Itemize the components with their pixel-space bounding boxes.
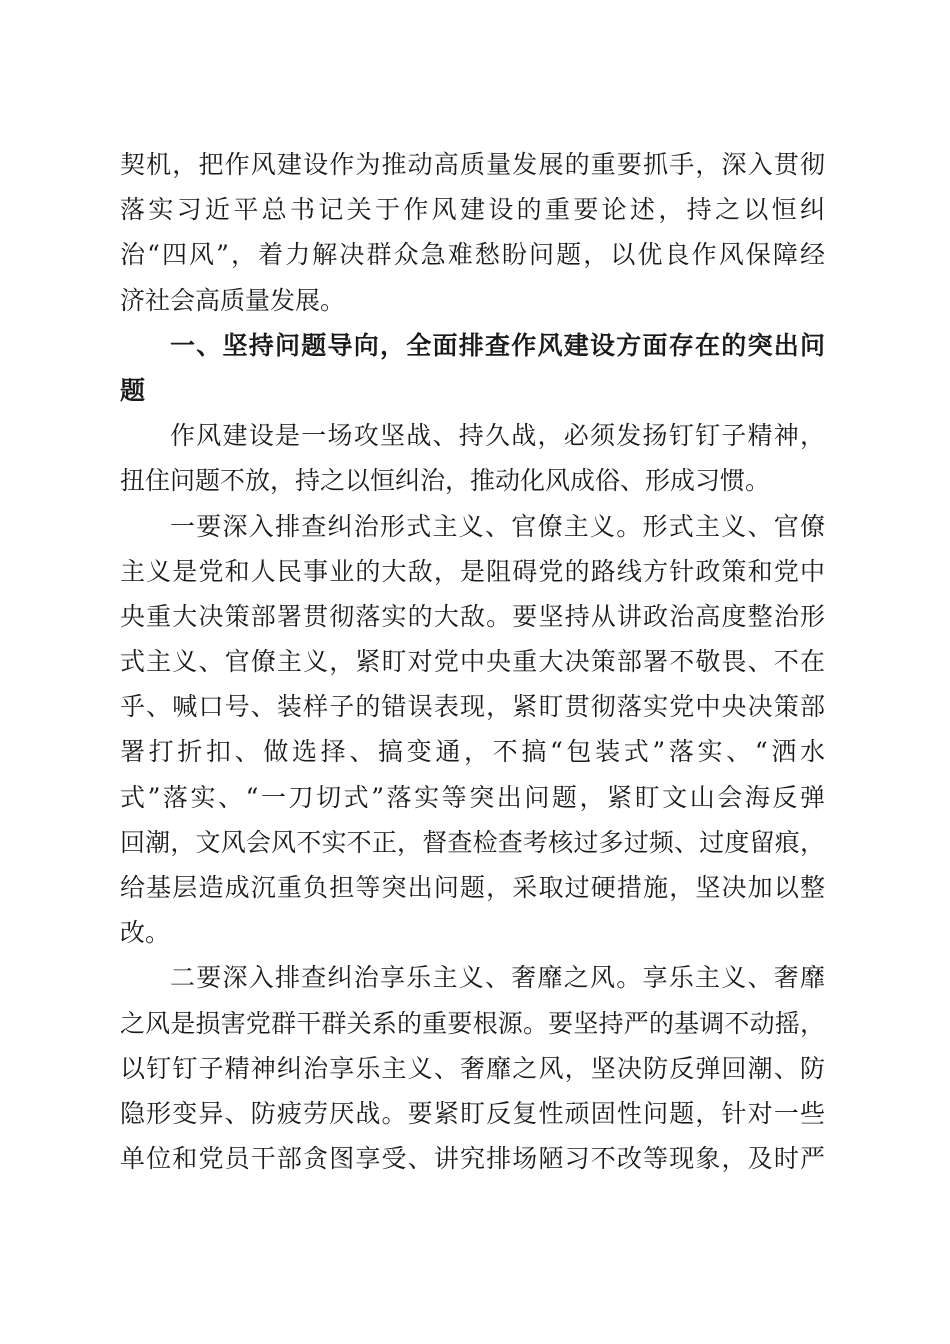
text-line: 单位和党员干部贪图享受、讲究排场陋习不改等现象，及时严 — [120, 1144, 825, 1174]
text-line: 作风建设是一场攻坚战、持久战，必须发扬钉钉子精神， — [170, 421, 825, 451]
text-line: 署打折扣、做选择、搞变通，不搞“包装式”落实、“洒水 — [120, 737, 825, 767]
text-line: 治“四风”，着力解决群众急难愁盼问题，以优良作风保障经 — [120, 240, 825, 270]
text-line: 扭住问题不放，持之以恒纠治，推动化风成俗、形成习惯。 — [120, 466, 771, 496]
text-line: 二要深入排查纠治享乐主义、奢靡之风。享乐主义、奢靡 — [170, 963, 825, 993]
paragraph-continuation — [120, 142, 825, 323]
text-line: 式主义、官僚主义，紧盯对党中央重大决策部署不敬畏、不在 — [120, 647, 825, 677]
paragraph — [120, 413, 825, 503]
text-line: 式”落实、“一刀切式”落实等突出问题，紧盯文山会海反弹 — [120, 782, 825, 812]
text-line: 之风是损害党群干群关系的重要根源。要坚持严的基调不动摇， — [120, 1008, 825, 1038]
text-line: 央重大决策部署贯彻落实的大敌。要坚持从讲政治高度整治形 — [120, 601, 825, 631]
text-line: 契机，把作风建设作为推动高质量发展的重要抓手，深入贯彻 — [120, 150, 825, 179]
heading-line: 题 — [120, 375, 146, 405]
text-line: 隐形变异、防疲劳厌战。要紧盯反复性顽固性问题，针对一些 — [120, 1098, 825, 1128]
text-line: 改。 — [120, 918, 171, 948]
body-text — [120, 142, 825, 1181]
text-line: 给基层造成沉重负担等突出问题，采取过硬措施，坚决加以整 — [120, 873, 825, 902]
paragraph — [120, 504, 825, 956]
text-line: 主义是党和人民事业的大敌，是阻碍党的路线方针政策和党中 — [120, 556, 825, 586]
paragraph — [120, 955, 825, 1181]
text-line: 乎、喊口号、装样子的错误表现，紧盯贯彻落实党中央决策部 — [120, 692, 825, 722]
text-line: 以钉钉子精神纠治享乐主义、奢靡之风，坚决防反弹回潮、防 — [120, 1053, 825, 1083]
text-line: 落实习近平总书记关于作风建设的重要论述，持之以恒纠 — [120, 195, 825, 225]
text-line: 一要深入排查纠治形式主义、官僚主义。形式主义、官僚 — [170, 511, 825, 541]
text-line: 济社会高质量发展。 — [120, 285, 346, 315]
heading-line: 一、坚持问题导向，全面排查作风建设方面存在的突出问 — [170, 330, 825, 360]
section-heading — [120, 323, 825, 413]
text-line: 回潮，文风会风不实不正，督查检查考核过多过频、过度留痕， — [120, 827, 825, 857]
